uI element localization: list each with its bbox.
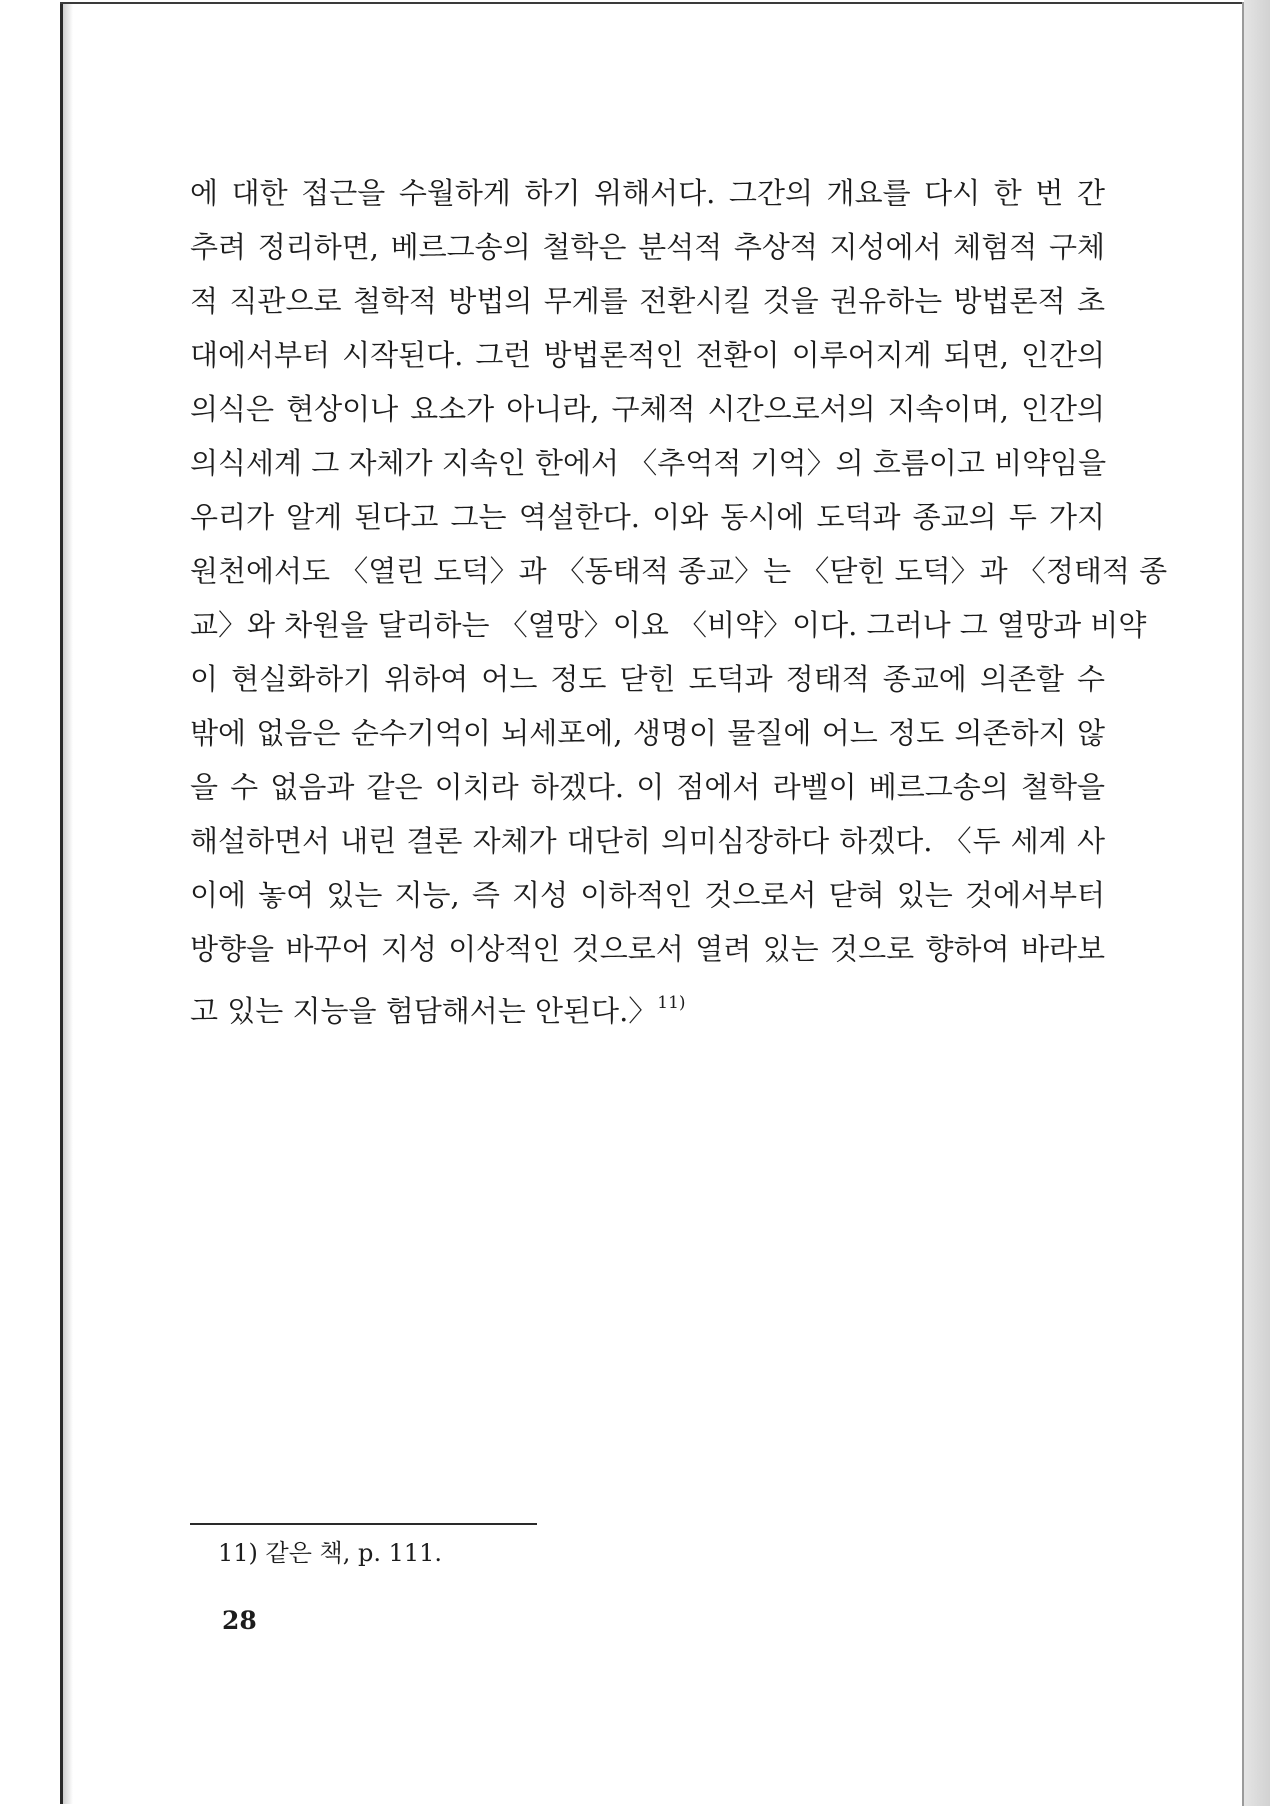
text-line: 추려 정리하면, 베르그송의 철학은 분석적 추상적 지성에서 체험적 구체 (190, 230, 1105, 264)
text-line-last (190, 976, 1105, 1030)
text-line: 에 대한 접근을 수월하게 하기 위해서다. 그간의 개요를 다시 한 번 간 (190, 176, 1105, 210)
text-line: 대에서부터 시작된다. 그런 방법론적인 전환이 이루어지게 되면, 인간의 (190, 338, 1105, 372)
text-line: 교〉와 차원을 달리하는 〈열망〉이요 〈비약〉이다. 그러나 그 열망과 비약 (190, 608, 1147, 642)
page-top-edge (60, 2, 1244, 4)
page-binding-shadow (63, 4, 73, 1804)
footnote-text: 11) 같은 책, p. 111. (218, 1539, 443, 1567)
footnote-divider (190, 1523, 537, 1525)
text-line: 의식은 현상이나 요소가 아니라, 구체적 시간으로서의 지속이며, 인간의 (190, 392, 1105, 426)
text-line: 원천에서도 〈열린 도덕〉과 〈동태적 종교〉는 〈닫힌 도덕〉과 〈정태적 종 (190, 554, 1168, 588)
page-number: 28 (222, 1606, 257, 1635)
text-line: 을 수 없음과 같은 이치라 하겠다. 이 점에서 라벨이 베르그송의 철학을 (190, 770, 1105, 804)
text-line: 이 현실화하기 위하여 어느 정도 닫힌 도덕과 정태적 종교에 의존할 수 (190, 662, 1105, 696)
text-line: 적 직관으로 철학적 방법의 무게를 전환시킬 것을 권유하는 방법론적 초 (190, 284, 1105, 318)
text-line: 의식세계 그 자체가 지속인 한에서 〈추억적 기억〉의 흐름이고 비약임을 (190, 446, 1107, 480)
text-line: 밖에 없음은 순수기억이 뇌세포에, 생명이 물질에 어느 정도 의존하지 않 (190, 716, 1105, 750)
text-line-content: 고 있는 지능을 험담해서는 안된다.〉 (190, 994, 658, 1028)
footnote-reference: 11) (657, 993, 686, 1013)
text-line: 우리가 알게 된다고 그는 역설한다. 이와 동시에 도덕과 종교의 두 가지 (190, 500, 1105, 534)
text-line: 방향을 바꾸어 지성 이상적인 것으로서 열려 있는 것으로 향하여 바라보 (190, 932, 1105, 966)
text-line: 이에 놓여 있는 지능, 즉 지성 이하적인 것으로서 닫혀 있는 것에서부터 (190, 878, 1105, 912)
text-line: 해설하면서 내린 결론 자체가 대단히 의미심장하다 하겠다. 〈두 세계 사 (190, 824, 1105, 858)
body-paragraph (190, 166, 1168, 1030)
page-right-margin-shade (1244, 0, 1270, 1806)
